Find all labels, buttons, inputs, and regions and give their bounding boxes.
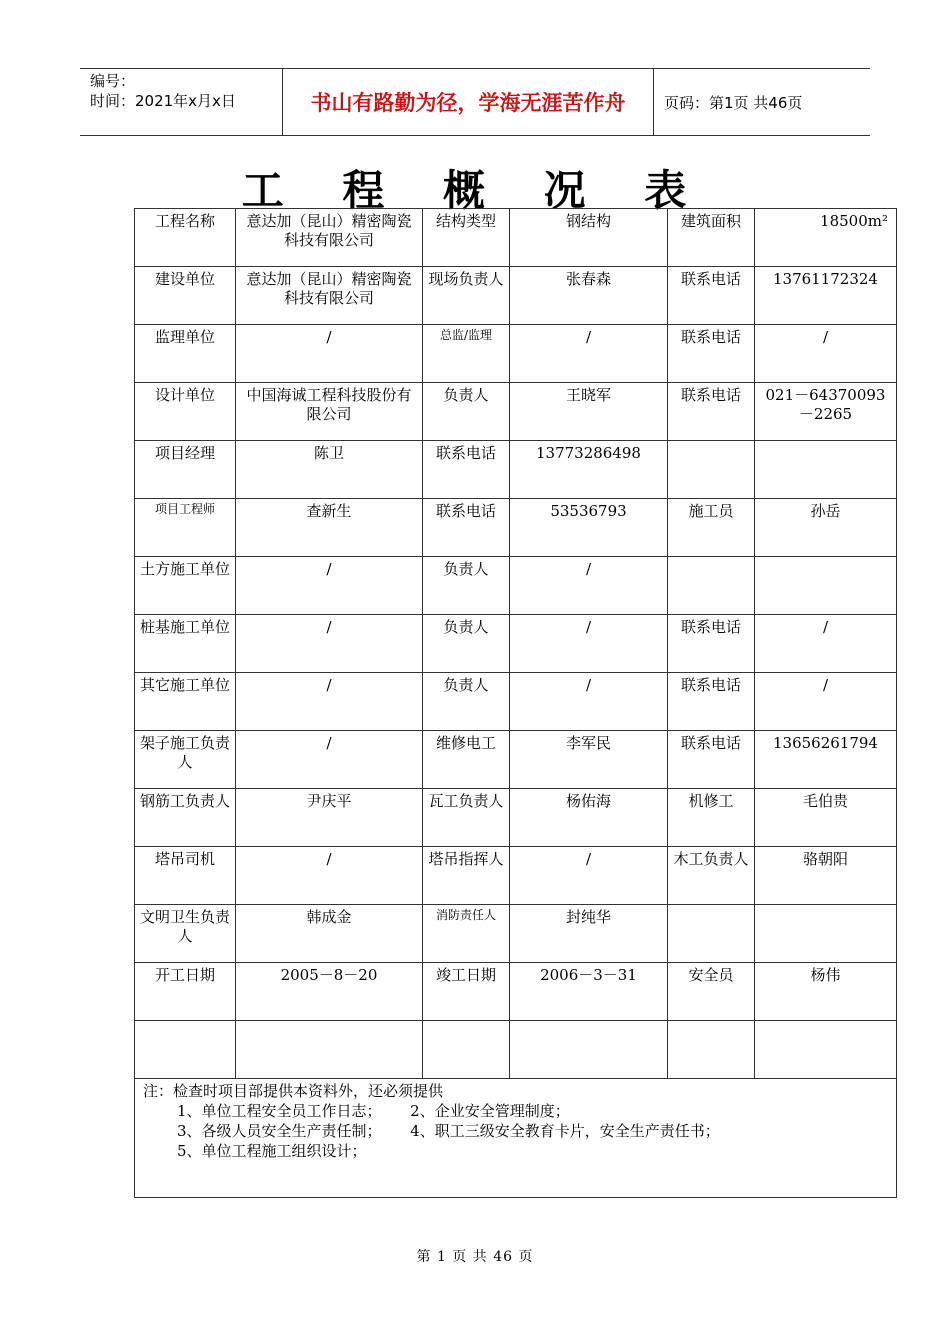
table-cell <box>668 557 755 615</box>
table-cell: 竣工日期 <box>423 963 510 1021</box>
table-cell: 尹庆平 <box>236 789 423 847</box>
table-cell: 联系电话 <box>668 673 755 731</box>
table-cell: 钢结构 <box>510 209 668 267</box>
table-row <box>135 267 897 325</box>
table-cell: 联系电话 <box>423 499 510 557</box>
table-cell: 意达加（昆山）精密陶瓷科技有限公司 <box>236 267 423 325</box>
note-cell <box>135 1079 897 1198</box>
table-row <box>135 905 897 963</box>
table-cell: 查新生 <box>236 499 423 557</box>
table-cell: 负责人 <box>423 383 510 441</box>
table-cell: / <box>236 325 423 383</box>
table-row <box>135 731 897 789</box>
table-cell: 联系电话 <box>668 325 755 383</box>
table-row <box>135 673 897 731</box>
table-cell: 张春森 <box>510 267 668 325</box>
page-header <box>80 68 870 136</box>
table-cell: 021－64370093－2265 <box>755 383 897 441</box>
table-cell: 施工员 <box>668 499 755 557</box>
table-cell: 项目经理 <box>135 441 236 499</box>
table-cell: / <box>236 847 423 905</box>
table-cell: / <box>510 557 668 615</box>
table-cell: 开工日期 <box>135 963 236 1021</box>
table-cell: 负责人 <box>423 557 510 615</box>
table-cell: 工程名称 <box>135 209 236 267</box>
table-cell: / <box>510 325 668 383</box>
table-cell: 陈卫 <box>236 441 423 499</box>
table-cell: 建设单位 <box>135 267 236 325</box>
table-cell: 联系电话 <box>668 383 755 441</box>
table-cell: 安全员 <box>668 963 755 1021</box>
project-overview-table <box>134 208 897 1198</box>
table-cell <box>135 1021 236 1079</box>
page-footer: 第 1 页 共 46 页 <box>416 1249 534 1265</box>
table-cell: 封纯华 <box>510 905 668 963</box>
table-cell <box>668 905 755 963</box>
table-row <box>135 383 897 441</box>
header-meta <box>80 69 282 135</box>
table-cell: / <box>510 615 668 673</box>
table-cell <box>755 1021 897 1079</box>
table-cell: 13773286498 <box>510 441 668 499</box>
header-page-cell <box>654 69 870 135</box>
table-cell: 土方施工单位 <box>135 557 236 615</box>
table-cell: 文明卫生负责人 <box>135 905 236 963</box>
table-cell: 消防责任人 <box>423 905 510 963</box>
note-line: 1、单位工程安全员工作日志； 2、企业安全管理制度； <box>177 1102 570 1120</box>
table-cell: 李军民 <box>510 731 668 789</box>
table-cell: 桩基施工单位 <box>135 615 236 673</box>
table-body <box>135 209 897 1198</box>
table-cell: / <box>510 847 668 905</box>
table-cell: 维修电工 <box>423 731 510 789</box>
table-cell: / <box>510 673 668 731</box>
table-cell: 韩成金 <box>236 905 423 963</box>
table-row <box>135 499 897 557</box>
table-row <box>135 557 897 615</box>
table-cell <box>423 1021 510 1079</box>
table-cell: 项目工程师 <box>135 499 236 557</box>
table-cell: 2005－8－20 <box>236 963 423 1021</box>
table-cell: 设计单位 <box>135 383 236 441</box>
note-line: 3、各级人员安全生产责任制； 4、职工三级安全教育卡片，安全生产责任书； <box>177 1122 720 1140</box>
table-cell: 联系电话 <box>423 441 510 499</box>
note-line: 5、单位工程施工组织设计； <box>177 1142 367 1160</box>
table-cell <box>755 905 897 963</box>
table-cell: 13656261794 <box>755 731 897 789</box>
table-cell: 2006－3－31 <box>510 963 668 1021</box>
table-cell <box>755 441 897 499</box>
table-cell: 毛伯贵 <box>755 789 897 847</box>
table-cell: 钢筋工负责人 <box>135 789 236 847</box>
table-cell: 木工负责人 <box>668 847 755 905</box>
table-row <box>135 789 897 847</box>
time-label: 时间：2021年x月x日 <box>90 92 236 110</box>
table-cell: 机修工 <box>668 789 755 847</box>
table-cell: 杨佑海 <box>510 789 668 847</box>
table-cell: / <box>755 673 897 731</box>
table-cell: 负责人 <box>423 673 510 731</box>
table-cell: 架子施工负责人 <box>135 731 236 789</box>
table-cell: 现场负责人 <box>423 267 510 325</box>
table-cell: 联系电话 <box>668 267 755 325</box>
table-cell: 意达加（昆山）精密陶瓷科技有限公司 <box>236 209 423 267</box>
table-cell: 杨伟 <box>755 963 897 1021</box>
table-row <box>135 441 897 499</box>
table-cell: / <box>755 615 897 673</box>
table-cell: 其它施工单位 <box>135 673 236 731</box>
table-cell: 53536793 <box>510 499 668 557</box>
header-motto-cell <box>282 69 654 135</box>
table-cell: 王晓军 <box>510 383 668 441</box>
table-cell <box>755 557 897 615</box>
table-cell: 负责人 <box>423 615 510 673</box>
table-row <box>135 1021 897 1079</box>
table-cell: 孙岳 <box>755 499 897 557</box>
table-cell: 结构类型 <box>423 209 510 267</box>
table-cell: / <box>236 615 423 673</box>
page-label: 页码：第1页 共46页 <box>664 93 803 112</box>
table-cell: 中国海诚工程科技股份有限公司 <box>236 383 423 441</box>
table-cell: 联系电话 <box>668 731 755 789</box>
table-cell: 总监/监理 <box>423 325 510 383</box>
table-cell: 联系电话 <box>668 615 755 673</box>
table-cell: 18500m² <box>755 209 897 267</box>
table-cell: 骆朝阳 <box>755 847 897 905</box>
table-cell: / <box>755 325 897 383</box>
table-row <box>135 325 897 383</box>
motto: 书山有路勤为径，学海无涯苦作舟 <box>310 91 626 115</box>
table-cell: 建筑面积 <box>668 209 755 267</box>
table-cell: 瓦工负责人 <box>423 789 510 847</box>
table-cell: 塔吊指挥人 <box>423 847 510 905</box>
table-cell <box>668 441 755 499</box>
table-cell: / <box>236 557 423 615</box>
note-heading: 注：检查时项目部提供本资料外，还必须提供 <box>143 1082 444 1100</box>
table-cell: / <box>236 731 423 789</box>
number-label: 编号： <box>90 72 136 90</box>
table-cell <box>668 1021 755 1079</box>
table-cell: / <box>236 673 423 731</box>
table-row <box>135 847 897 905</box>
table-cell: 塔吊司机 <box>135 847 236 905</box>
table-cell <box>510 1021 668 1079</box>
note-row <box>135 1079 897 1198</box>
table-cell: 监理单位 <box>135 325 236 383</box>
page-title: 工 程 概 况 表 <box>241 166 709 215</box>
table-cell: 13761172324 <box>755 267 897 325</box>
table-row <box>135 615 897 673</box>
table-row <box>135 209 897 267</box>
table-cell <box>236 1021 423 1079</box>
table-row <box>135 963 897 1021</box>
